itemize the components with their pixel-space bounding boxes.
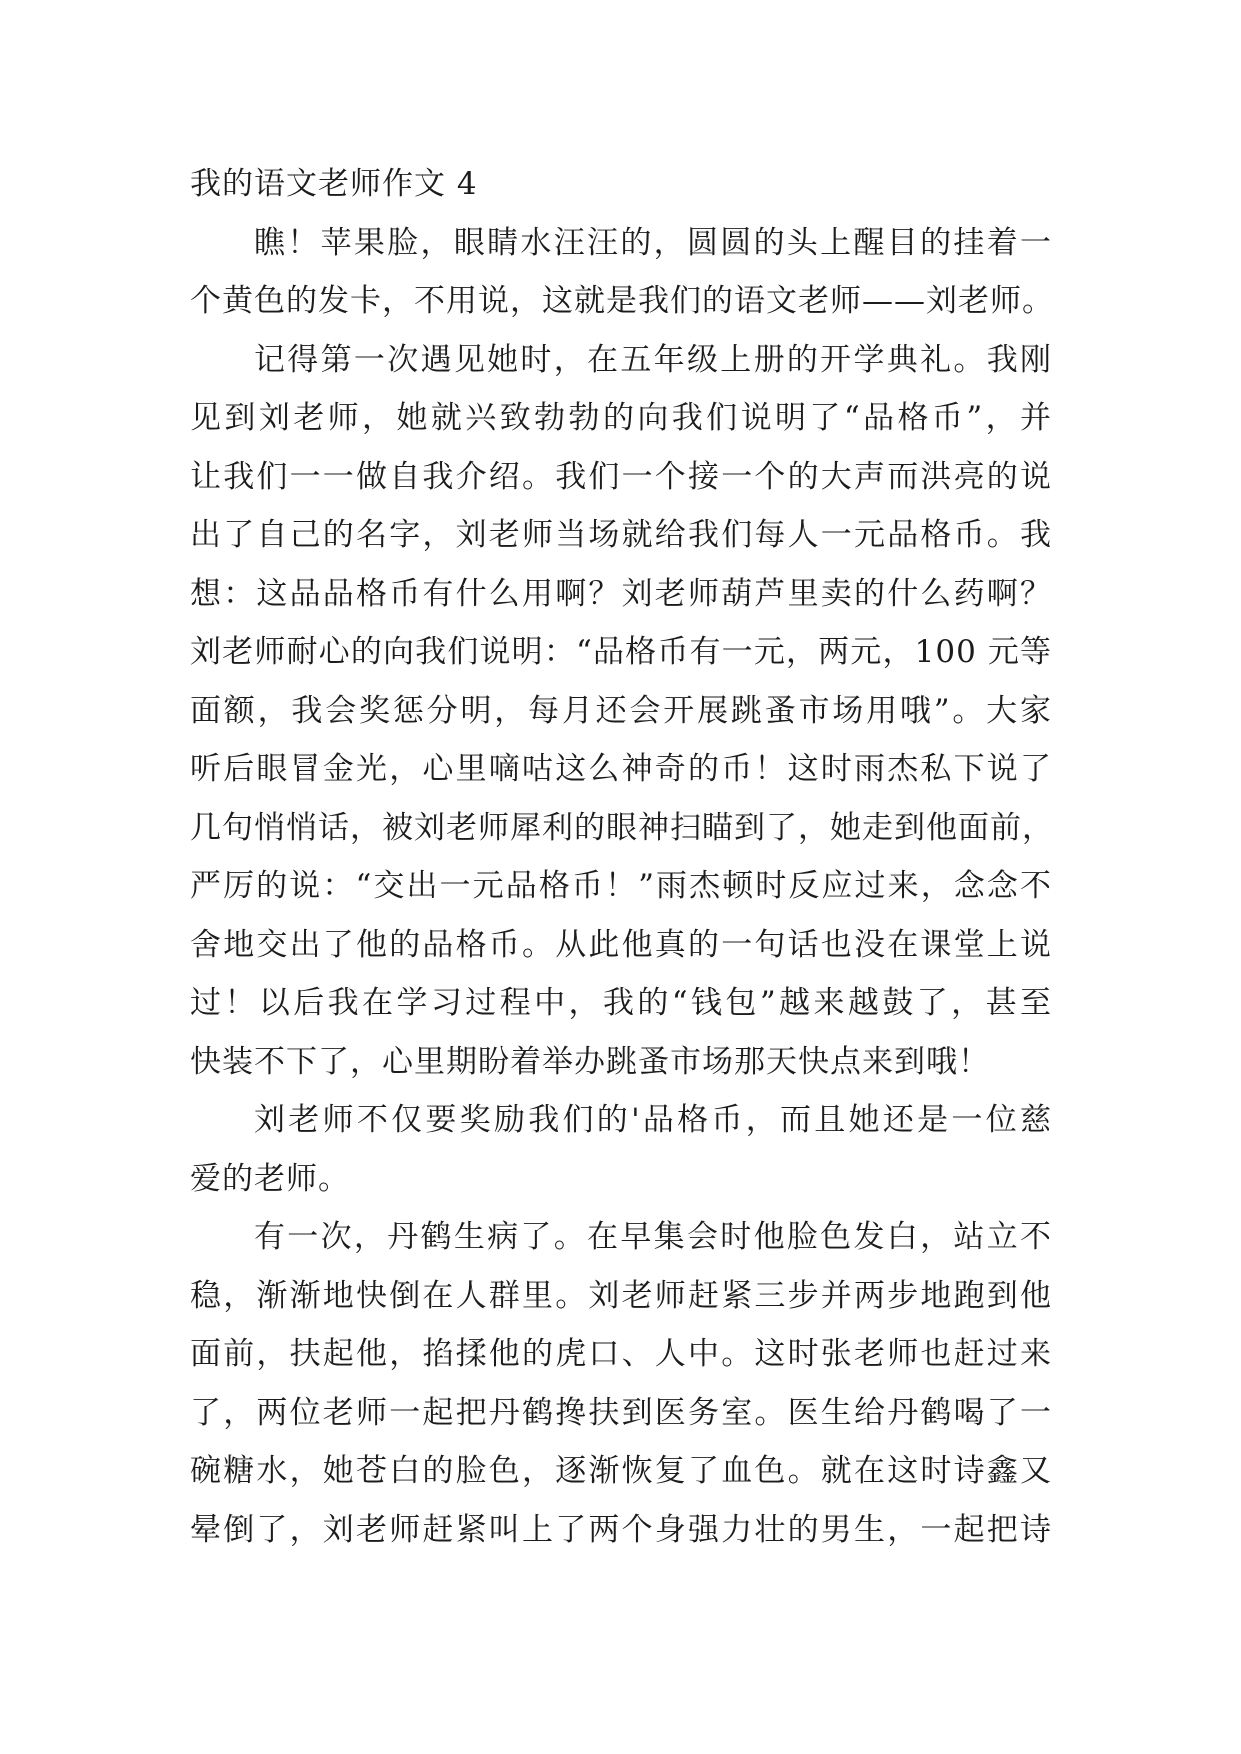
paragraph-line: 个黄色的发卡，不用说，这就是我们的语文老师——刘老师。: [190, 283, 1054, 319]
paragraph-line: 出了自己的名字，刘老师当场就给我们每人一元品格币。我: [190, 517, 1052, 553]
paragraph-line: 爱的老师。: [190, 1160, 350, 1197]
paragraph-line: 想：这品品格币有什么用啊？刘老师葫芦里卖的什么药啊？: [190, 575, 1052, 612]
paragraph-line: 面前，扶起他，掐揉他的虎口、人中。这时张老师也赶过来: [190, 1336, 1052, 1372]
paragraph-line: 舍地交出了他的品格币。从此他真的一句话也没在课堂上说: [190, 926, 1052, 963]
paragraph-line: 刘老师不仅要奖励我们的'品格币，而且她还是一位慈: [254, 1102, 1052, 1138]
paragraph-line: 让我们一一做自我介绍。我们一个接一个的大声而洪亮的说: [190, 458, 1052, 495]
paragraph: [190, 1091, 1052, 1208]
paragraph-line: 严厉的说：“交出一元品格币！”雨杰顿时反应过来，念念不: [190, 868, 1052, 904]
essay-title: 我的语文老师作文 4: [190, 166, 478, 202]
essay-body: [190, 155, 1052, 1559]
paragraph-line: 有一次，丹鹤生病了。在早集会时他脸色发白，站立不: [254, 1219, 1052, 1255]
paragraph-line: 面额，我会奖惩分明，每月还会开展跳蚤市场用哦”。大家: [190, 692, 1052, 729]
paragraph-line: 了，两位老师一起把丹鹤搀扶到医务室。医生给丹鹤喝了一: [190, 1394, 1052, 1431]
paragraph-line: 刘老师耐心的向我们说明：“品格币有一元，两元，100 元等: [190, 634, 1052, 670]
paragraph-line: 听后眼冒金光，心里嘀咕这么神奇的币！这时雨杰私下说了: [190, 751, 1052, 787]
paragraph: [190, 214, 1052, 331]
paragraph-line: 记得第一次遇见她时，在五年级上册的开学典礼。我刚: [254, 341, 1052, 378]
paragraph-line: 晕倒了，刘老师赶紧叫上了两个身强力壮的男生，一起把诗: [190, 1511, 1052, 1548]
paragraph: [190, 1208, 1052, 1559]
paragraph: [190, 331, 1052, 1092]
paragraph-line: 几句悄悄话，被刘老师犀利的眼神扫瞄到了，她走到他面前，: [190, 809, 1054, 846]
paragraph-line: 瞧！苹果脸，眼睛水汪汪的，圆圆的头上醒目的挂着一: [254, 224, 1052, 261]
paragraph-line: 稳，渐渐地快倒在人群里。刘老师赶紧三步并两步地跑到他: [190, 1277, 1052, 1314]
paragraph-line: 见到刘老师，她就兴致勃勃的向我们说明了“品格币”，并: [190, 400, 1052, 436]
paragraph-line: 快装不下了，心里期盼着举办跳蚤市场那天快点来到哦！: [190, 1043, 990, 1080]
paragraph-line: 碗糖水，她苍白的脸色，逐渐恢复了血色。就在这时诗鑫又: [190, 1453, 1052, 1489]
paragraph-line: 过！以后我在学习过程中，我的“钱包”越来越鼓了，甚至: [190, 985, 1052, 1021]
